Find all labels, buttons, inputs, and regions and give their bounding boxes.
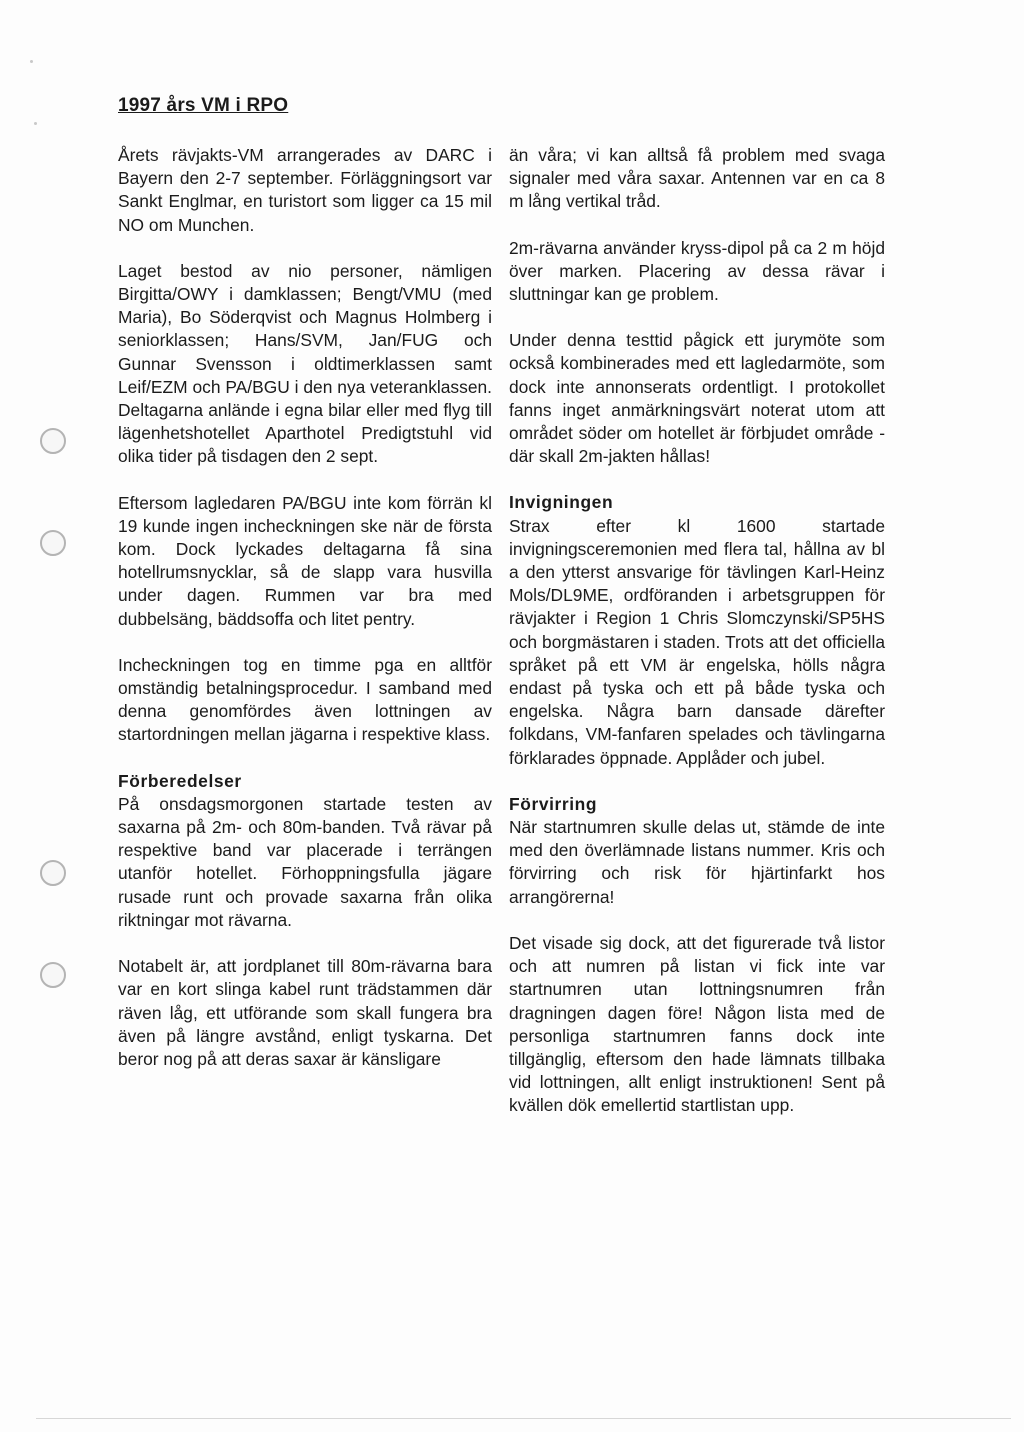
paragraph: Under denna testtid pågick ett jurymöte som också kombinerades med ett lagledarmöte, som dock inte annonserats ordentligt. I protokollet fanns inget anmärkningsvärt noterat utom att området söder om hotellet är förbjudet område - där skall 2m-jakten hållas! [509,330,885,467]
paragraph: 2m-rävarna använder kryss-dipol på ca 2 m höjd över marken. Placering av dessa rävar i sluttningar kan ge problem. [509,237,885,305]
paragraph: Det visade sig dock, att det figurerade två listor och att numren på listan vi fick inte var startnumren utan lottningsnumren från dragningen dagen före! Någon lista med de personliga startnumren fanns dock inte tillgänglig, eftersom den hade lämnats tillbaka vid lottningen, allt enligt instruktionen! Sent på kvällen dök emellertid startlistan upp. [509,932,885,1116]
left-column [118,144,492,1094]
paragraph: Eftersom lagledaren PA/BGU inte kom förrän kl 19 kunde ingen incheckningen ske när de första kom. Dock lyckades deltagarna få sina hotellrumsnycklar, så de slapp vara husvilla under dagen. Rummen var bra med dubbelsäng, bäddsoffa och litet pentry. [118,492,492,629]
paragraph: På onsdagsmorgonen startade testen av saxarna på 2m- och 80m-banden. Två rävar på respektive band var placerade i terrängen utanför hotellet. Förhoppningsfulla jägare rusade runt och provade saxarna från olika riktningar mot rävarna. [118,793,492,930]
binder-hole [40,428,66,454]
paragraph: Årets rävjakts-VM arrangerades av DARC i Bayern den 2-7 september. Förläggningsort var Sankt Englmar, en turistort som ligger ca 15 mil NO om Munchen. [118,145,492,235]
paragraph: Laget bestod av nio personer, nämligen Birgitta/OWY i damklassen; Bengt/VMU (med Maria), Bo Söderqvist och Magnus Holmberg i seniorklassen; Hans/SVM, Jan/FUG och Gunnar Svensson i oldtimerklassen samt Leif/EZM och PA/BGU i den nya veteranklassen. Deltagarna anlände i egna bilar eller med flyg till lägenhetshotellet Aparthotel Predigtstuhl vid olika tider på tisdagen den 2 sept. [118,260,492,467]
page-bottom-rule [36,1418,1011,1419]
right-column [509,144,885,1141]
paragraph: Strax efter kl 1600 startade invigningsceremonien med flera tal, hållna av bl a den ytterst ansvarige för tävlingen Karl-Heinz Mols/DL9ME, ordföranden i arbetsgruppen för rävjakter i Region 1 Chris Slomczynski/SP5HS och borgmästaren i staden. Trots att det officiella språket på ett VM är engelska, hölls några endast på tyska och ett på både tyska och engelska. Några barn dansade därefter folkdans, VM-fanfaren spelades och tävlingarna förklarades öppnade. Applåder och jubel. [509,515,885,768]
section-heading: Förberedelser [118,770,242,791]
paragraph: Incheckningen tog en timme pga en alltför omständig betalningsprocedur. I samband med denna genomfördes även lottningen av startordningen mellan jägarna i respektive klass. [118,654,492,745]
binder-hole [40,860,66,886]
paragraph: När startnumren skulle delas ut, stämde de inte med den överlämnade listans nummer. Kris och förvirring och risk för hjärtinfarkt hos arrangörerna! [509,817,885,907]
section-heading: Förvirring [509,793,598,814]
scan-speck [30,60,33,63]
paragraph: Notabelt är, att jordplanet till 80m-rävarna bara var en kort slinga kabel runt trädstammen där räven låg, ett utförande som skall fungera bra även på längre avstånd, enligt tyskarna. Det beror nog på att deras saxar är känsligare [118,956,492,1069]
section-heading: Invigningen [509,492,614,513]
binder-hole [40,530,66,556]
binder-hole [40,962,66,988]
page-title: 1997 års VM i RPO [118,95,289,116]
scan-speck [34,122,37,125]
paragraph: än våra; vi kan alltså få problem med svaga signaler med våra saxar. Antennen var en ca 8 m lång vertikal tråd. [509,145,885,212]
